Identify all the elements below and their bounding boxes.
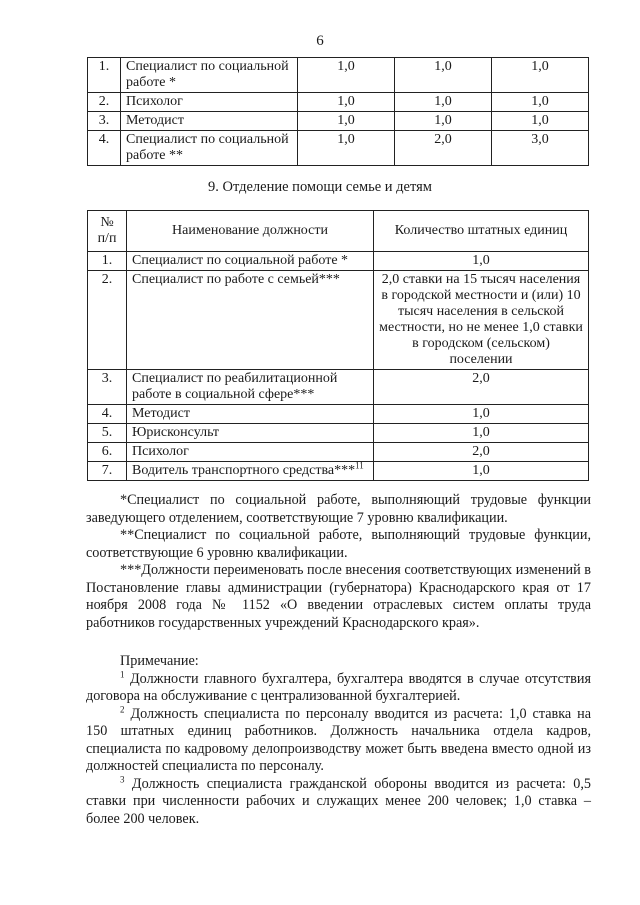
value-cell: 3,0: [492, 131, 589, 166]
staff-count: 2,0 ставки на 15 тысяч населения в городской местности и (или) 10 тысяч населения в сельской местности, но не менее 1,0 ставки в городском (сельском) поселении: [374, 271, 589, 370]
row-number: 2.: [88, 271, 127, 370]
remark-item: [86, 773, 591, 829]
table-row: [88, 443, 589, 462]
table-row: [88, 112, 589, 131]
table-row: [88, 405, 589, 424]
row-number: 1.: [88, 252, 127, 271]
row-number: 3.: [88, 112, 121, 131]
value-cell: 1,0: [492, 58, 589, 93]
remark-text: Должности главного бухгалтера, бухгалтера вводятся в случае отсутствия договора на обслуживание с централизованной бухгалтерией.: [86, 670, 591, 704]
row-number: 3.: [88, 370, 127, 405]
header-position-name: Наименование должности: [127, 211, 374, 252]
remark-number: 2: [120, 703, 125, 714]
table-row: [88, 58, 589, 93]
page-number: 6: [316, 33, 324, 49]
staff-count: 1,0: [374, 405, 589, 424]
remark-text: Должность специалиста по персоналу вводится из расчета: 1,0 ставка на 150 штатных единиц работников. Должность начальника отдела кадров, специалиста по кадровому делопроизводству может быть введена вместо одной из должностей специалиста по персоналу.: [86, 705, 592, 774]
position-name: Юрисконсульт: [127, 424, 374, 443]
position-name: Специалист по работе с семьей***: [127, 271, 374, 370]
table-row: [88, 462, 589, 481]
value-cell: 1,0: [492, 93, 589, 112]
table-row: [88, 252, 589, 271]
remark-number: 1: [120, 668, 125, 679]
footnote: *Специалист по социальной работе, выполняющий трудовые функции заведующего отделением, соответствующие 7 уровню квалификации.: [86, 492, 591, 526]
family-department-staff-table: [87, 210, 589, 481]
position-name: Методист: [127, 405, 374, 424]
position-name-cell: [127, 462, 374, 481]
row-number: 5.: [88, 424, 127, 443]
staff-table-continued: [87, 57, 589, 166]
row-number: 2.: [88, 93, 121, 112]
value-cell: 1,0: [298, 93, 395, 112]
remark-number: 3: [120, 773, 125, 784]
position-name: Психолог: [127, 443, 374, 462]
staff-count: 2,0: [374, 443, 589, 462]
header-staff-count: Количество штатных единиц: [374, 211, 589, 252]
value-cell: 2,0: [395, 131, 492, 166]
footnotes: [86, 492, 591, 632]
value-cell: 1,0: [298, 131, 395, 166]
remark-item: [86, 668, 591, 706]
position-name: Психолог: [121, 93, 298, 112]
header-num: № п/п: [88, 211, 127, 252]
row-number: 4.: [88, 131, 121, 166]
value-cell: 1,0: [395, 93, 492, 112]
position-name: Специалист по социальной работе *: [121, 58, 298, 93]
row-number: 4.: [88, 405, 127, 424]
value-cell: 1,0: [298, 112, 395, 131]
value-cell: 1,0: [298, 58, 395, 93]
section-title: 9. Отделение помощи семье и детям: [208, 179, 432, 195]
remarks: [86, 653, 591, 828]
staff-count: 1,0: [374, 462, 589, 481]
staff-count: 2,0: [374, 370, 589, 405]
remarks-heading: Примечание:: [120, 653, 199, 669]
row-number: 1.: [88, 58, 121, 93]
position-name: Методист: [121, 112, 298, 131]
staff-count: 1,0: [374, 252, 589, 271]
footnote: ***Должности переименовать после внесения соответствующих изменений в Постановление главы администрации (губернатора) Краснодарского края от 17 ноября 2008 года № 1152 «О введении отраслевых систем оплаты труда работников государственных учреждений Краснодарского края».: [86, 562, 591, 631]
position-name: Водитель транспортного средства***: [132, 463, 356, 478]
table-row: [88, 93, 589, 112]
remark-item: [86, 703, 592, 776]
value-cell: 1,0: [492, 112, 589, 131]
table-row: [88, 424, 589, 443]
footnote: **Специалист по социальной работе, выполняющий трудовые функции, соответствующие 6 уровню квалификации.: [86, 527, 591, 561]
row-number: 7.: [88, 462, 127, 481]
table-header-row: [88, 211, 589, 252]
footnote-ref: 11: [355, 460, 364, 471]
position-name: Специалист по социальной работе *: [127, 252, 374, 271]
table-row: [88, 271, 589, 370]
value-cell: 1,0: [395, 58, 492, 93]
table-row: [88, 370, 589, 405]
value-cell: 1,0: [395, 112, 492, 131]
position-name: Специалист по социальной работе **: [121, 131, 298, 166]
table-row: [88, 131, 589, 166]
staff-count: 1,0: [374, 424, 589, 443]
position-name: Специалист по реабилитационной работе в социальной сфере***: [127, 370, 374, 405]
row-number: 6.: [88, 443, 127, 462]
remark-text: Должность специалиста гражданской обороны вводится из расчета: 0,5 ставки при численности рабочих и служащих менее 200 человек; 1,0 ставка – более 200 человек.: [86, 775, 591, 827]
